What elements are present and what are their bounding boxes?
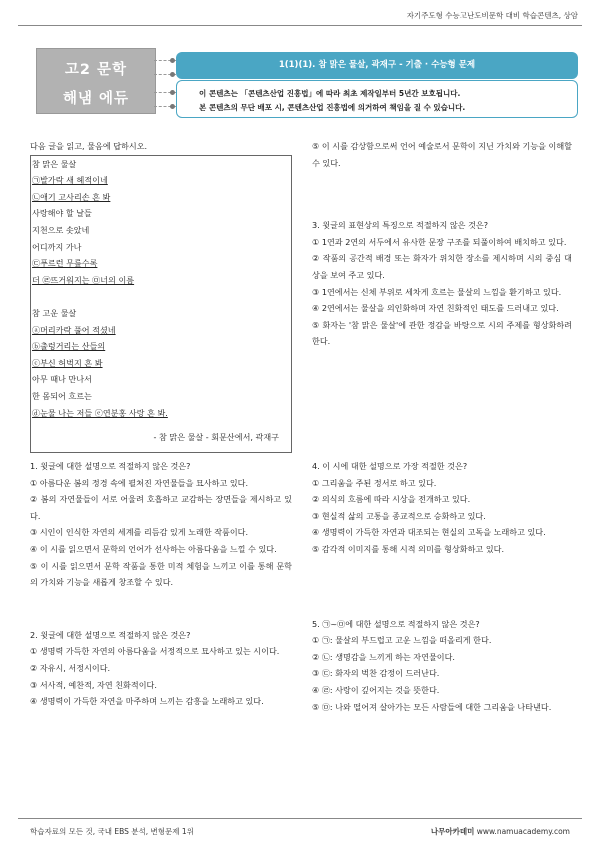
footer-url: www.namuacademy.com [476,827,570,836]
question-title: 1. 윗글에 대한 설명으로 적절하지 않은 것은? [30,461,191,471]
question-option: ① 생명력 가득한 자연의 아름다움을 서정적으로 묘사하고 있는 시이다. [30,646,280,657]
question-option: ② 작품의 공간적 배경 또는 화자가 위치한 장소를 제시하며 시의 중심 대상을 보여 주고 있다. [312,253,572,280]
footer-brand [431,826,570,837]
question-option: ③ 현실적 삶의 고통을 종교적으로 승화하고 있다. [312,510,486,521]
footer-divider [18,818,582,819]
question-title: 5. ㉠~㉤에 대한 설명으로 적절하지 않은 것은? [312,618,480,629]
question-option: ⑤ ㉤: 나와 떨어져 살아가는 모든 사람들에 대한 그리움을 나타낸다. [312,701,552,712]
poem-line: ⓒ부신 허벅지 흔 봐 [32,357,103,368]
question-option: ① ㉠: 물살의 부드럽고 고운 느낌을 떠올리게 한다. [312,635,492,646]
question-option: ③ 서사적, 예찬적, 자연 친화적이다. [30,679,157,690]
poem-line: 한 몸되어 흐르는 [32,390,92,401]
page-header-text: 자기주도형 수능고난도비문학 대비 학습콘텐츠, 상암 [406,11,578,20]
poem-line: ⓓ눈물 나는 저들 ⓔ연분홍 사랑 흔 봐. [32,407,168,418]
bullet-dot-icon [170,90,175,95]
question-option: ④ ㉣: 사랑이 깊어지는 것을 뜻한다. [312,684,440,695]
question-option: ② 의식의 흐름에 따라 시상을 전개하고 있다. [312,494,471,505]
question-option: ⑤ 화자는 '참 맑은 물살'에 관한 정감을 바탕으로 시의 주제를 형상화하려 한다. [312,319,572,347]
left-column-bottom [30,458,292,710]
question-option: ⑤ 이 시를 감상함으로써 언어 예술로서 문학이 지닌 가치와 기능을 이해할 수 있다. [312,141,572,168]
poem-line: 아무 때나 만나서 [32,374,92,385]
brand-line-2: 해냄 에듀 [62,91,130,107]
right-column-top [312,138,572,350]
question-option: ② 자유시, 서정시이다. [30,662,111,673]
bullet-dot-icon [170,58,175,63]
poem-line: ⓑ출렁거리는 산들의 [32,341,106,352]
question-option: ④ 이 시를 읽으면서 문학의 언어가 선사하는 아름다움을 느낄 수 있다. [30,543,277,554]
poem-line: 더 ㉣뜨거워지는 ㉤너의 이름 [32,274,135,285]
poem-line: 사랑해야 할 날들 [32,208,92,219]
question-option: ③ 시인이 인식한 자연의 세계를 리듬감 있게 노래한 작품이다. [30,527,249,538]
poem-line: 참 맑은 물살 [32,158,77,169]
title-bar: 1(1)(1). 참 맑은 물살, 곽재구 - 기출 · 수능형 문제 [176,52,578,79]
left-column-top [30,138,292,453]
poem-line: 지천으로 솟았네 [32,224,90,235]
poem-line: ㉡애기 고사리손 흔 봐 [32,191,111,202]
question-option: ② 봄의 자연물들이 서로 어울려 호흡하고 교감하는 장면들을 제시하고 있다. [30,494,292,521]
footer-brand-name: 나무아카데미 [430,827,475,836]
question-option: ④ 2연에서는 물살을 의인화하며 자연 친화적인 태도를 드러내고 있다. [312,303,559,314]
header-divider [18,25,582,26]
notice-line-1: 이 콘텐츠는 「콘텐츠산업 진흥법」에 따라 최초 제작일부터 5년간 보호됩니다. [199,89,461,98]
question-title: 4. 이 시에 대한 설명으로 가장 적절한 것은? [312,461,468,471]
bullet-dot-icon [170,104,175,109]
question-option: ④ 생명력이 가득한 자연과 대조되는 현실의 고독을 노래하고 있다. [312,527,546,538]
poem-line: 어디까지 가나 [32,241,82,252]
copyright-notice [176,80,578,118]
poem-source: - 참 맑은 물살 - 회문산에서, 곽재구 [153,432,279,443]
brand-box [36,48,156,114]
footer-slogan: 학습자료의 모든 것, 국내 EBS 분석, 변형문제 1위 [30,827,194,836]
question-option: ⑤ 이 시를 읽으면서 문학 작품을 통한 미적 체험을 느끼고 이를 통해 문학의 가치와 기능을 새롭게 창조할 수 있다. [30,560,292,588]
question-option: ④ 생명력이 가득한 자연을 마주하며 느끼는 감흥을 노래하고 있다. [30,696,264,707]
question-option: ① 그리움을 주된 정서로 하고 있다. [312,477,437,488]
instruction-text: 다음 글을 읽고, 물음에 답하시오. [30,141,148,151]
question-option: ③ 1연에서는 신체 부위로 세차게 흐르는 물살의 느낌을 환기하고 있다. [312,286,562,297]
notice-line-2: 본 콘텐츠의 무단 배포 시, 콘텐츠산업 진흥법에 의거하여 책임을 질 수 있습니다. [199,103,466,112]
question-option: ① 아름다운 봄의 정경 속에 펼쳐진 자연물들을 묘사하고 있다. [30,477,249,488]
question-title: 3. 윗글의 표현상의 특징으로 적절하지 않은 것은? [312,220,489,231]
poem-line: 참 고운 물살 [32,307,77,318]
question-option: ① 1연과 2연의 서두에서 유사한 문장 구조를 되풀이하여 배치하고 있다. [312,236,567,247]
poem-line: ⓐ머리카락 풀어 적셨네 [32,324,116,335]
question-title: 2. 윗글에 대한 설명으로 적절하지 않은 것은? [30,629,191,640]
bullet-dot-icon [170,72,175,77]
brand-line-1: 고2 문학 [64,62,128,78]
right-column-bottom [312,458,572,715]
poem-line: ㉠발가락 새 헤적이네 [32,175,108,186]
question-option: ③ ㉢: 화자의 벅찬 감정이 드러난다. [312,668,440,679]
poem-line: ㉢푸르런 무릎수록 [32,258,98,269]
question-option: ⑤ 감각적 이미지를 통해 시적 의미를 형상화하고 있다. [312,543,505,554]
poem-box [30,155,292,453]
question-option: ② ㉡: 생명감을 느끼게 하는 자연물이다. [312,651,455,662]
poem-line [31,288,291,305]
